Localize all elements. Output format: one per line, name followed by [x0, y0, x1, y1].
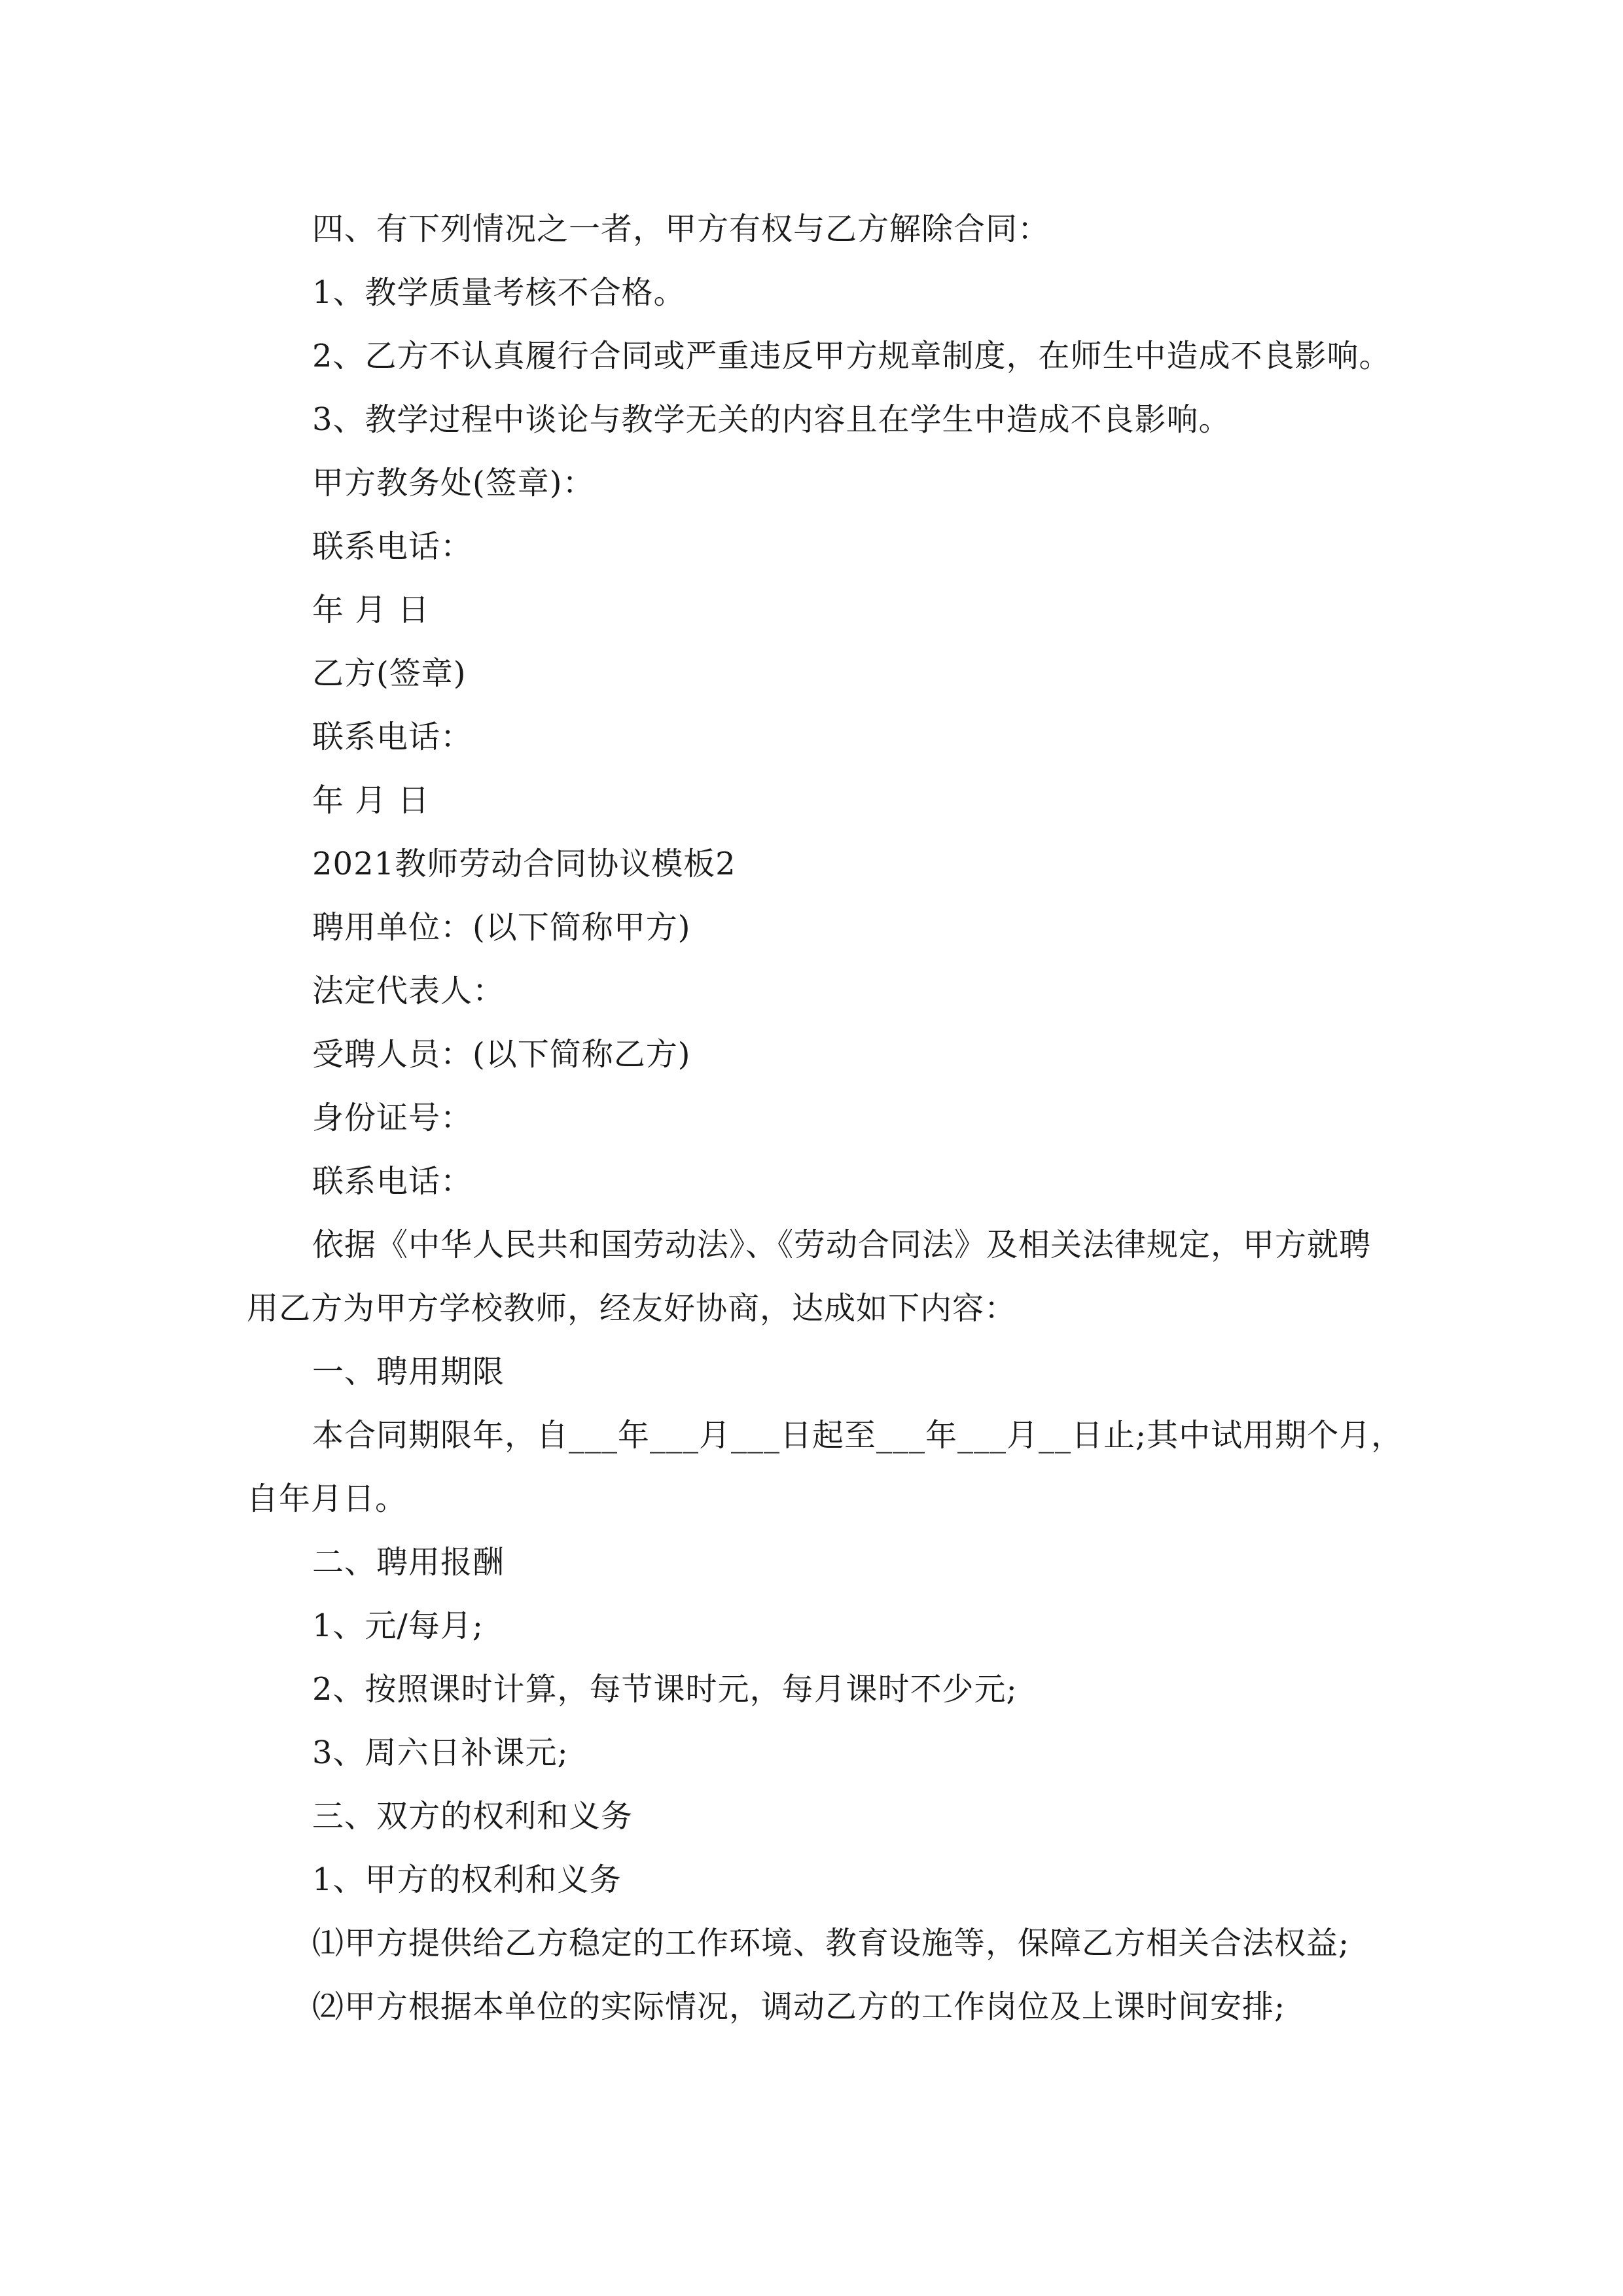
party-a-phone: 联系电话：	[312, 528, 473, 565]
party-b-date: 年 月 日	[312, 782, 430, 819]
legal-basis-paragraph-cont: 用乙方为甲方学校教师，经友好协商，达成如下内容：	[247, 1290, 1017, 1327]
termination-item-3: 3、教学过程中谈论与教学无关的内容且在学生中造成不良影响。	[312, 401, 1231, 438]
pay-item-3: 3、周六日补课元;	[312, 1734, 569, 1771]
party-a-right-2: ⑵甲方根据本单位的实际情况，调动乙方的工作岗位及上课时间安排;	[312, 1988, 1286, 2025]
legal-representative-field: 法定代表人：	[312, 973, 505, 1009]
rights-subheading-party-a: 1、甲方的权利和义务	[312, 1861, 622, 1898]
employee-field: 受聘人员：(以下简称乙方)	[312, 1036, 691, 1073]
phone-field: 联系电话：	[312, 1163, 473, 1200]
id-number-field: 身份证号：	[312, 1100, 473, 1136]
clause-heading-termination: 四、有下列情况之一者，甲方有权与乙方解除合同：	[312, 211, 1050, 247]
party-b-phone: 联系电话：	[312, 719, 473, 755]
pay-item-1: 1、元/每月;	[312, 1607, 484, 1644]
party-a-date: 年 月 日	[312, 592, 430, 628]
party-a-right-1: ⑴甲方提供给乙方稳定的工作环境、教育设施等，保障乙方相关合法权益;	[312, 1925, 1350, 1962]
template-title: 2021教师劳动合同协议模板2	[312, 846, 736, 882]
legal-basis-paragraph: 依据《中华人民共和国劳动法》、《劳动合同法》及相关法律规定，甲方就聘	[312, 1227, 1372, 1263]
term-paragraph: 本合同期限年，自___年___月___日起至___年___月__日止;其中试用期个月，	[312, 1417, 1404, 1454]
term-paragraph-cont: 自年月日。	[247, 1480, 408, 1517]
pay-item-2: 2、按照课时计算，每节课时元，每月课时不少元;	[312, 1671, 1018, 1708]
section-heading-term: 一、聘用期限	[312, 1354, 505, 1390]
section-heading-pay: 二、聘用报酬	[312, 1544, 505, 1581]
section-heading-rights: 三、双方的权利和义务	[312, 1798, 633, 1835]
termination-item-1: 1、教学质量考核不合格。	[312, 274, 686, 311]
party-a-office-seal: 甲方教务处(签章)：	[312, 465, 595, 501]
party-b-seal: 乙方(签章)	[312, 655, 467, 692]
termination-item-2: 2、乙方不认真履行合同或严重违反甲方规章制度，在师生中造成不良影响。	[312, 338, 1391, 374]
employer-field: 聘用单位：(以下简称甲方)	[312, 909, 691, 946]
